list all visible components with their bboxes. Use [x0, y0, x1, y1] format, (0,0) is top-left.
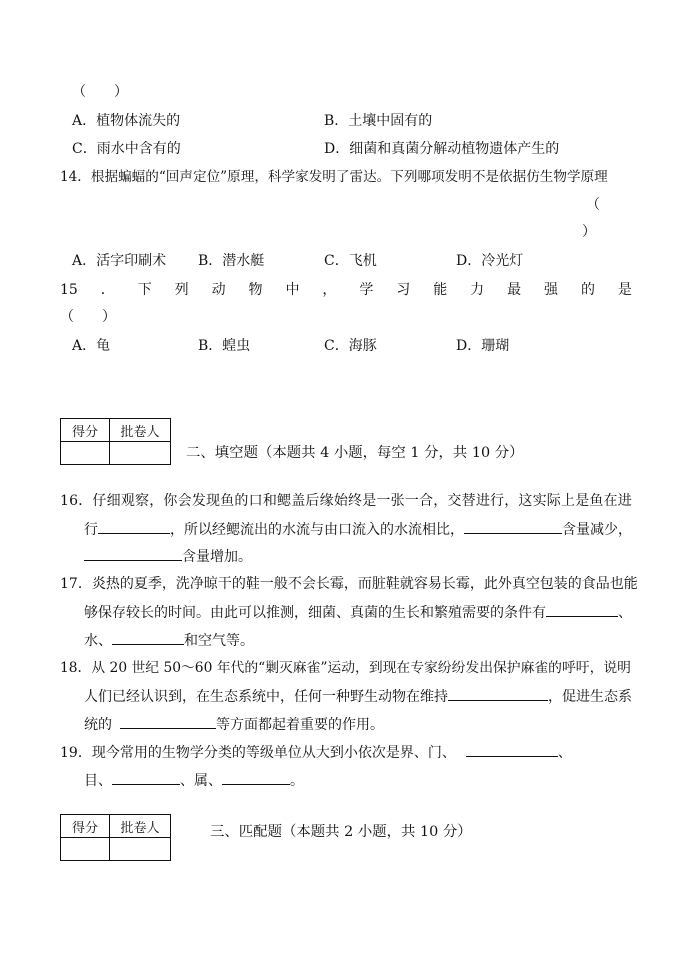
q15-question: [60, 280, 632, 300]
q17-line2: [84, 602, 632, 623]
q16-line3: [84, 546, 252, 567]
q16-blank-1[interactable]: [98, 519, 170, 534]
q19-text: 、: [557, 745, 572, 761]
q16-text: 行: [84, 522, 98, 538]
q15-option-d: D．珊瑚: [456, 338, 510, 354]
q17-text: 水、: [84, 633, 112, 649]
q15-char: 列: [174, 282, 189, 298]
q15-char: 下: [137, 282, 152, 298]
q15-char: ，: [322, 282, 337, 298]
q15-char: 强: [544, 282, 559, 298]
q17-text: 够保存较长的时间。由此可以推测，细菌、真菌的生长和繁殖需要的条件有: [84, 605, 546, 621]
q18-text: ，促进生态系: [548, 689, 632, 705]
q14-option-a: A．活字印刷术: [72, 253, 167, 269]
q15-char: 能: [433, 282, 448, 298]
grader-header: 批卷人: [110, 815, 171, 838]
q17-text: 和空气等。: [184, 633, 254, 649]
q13-option-a: A．植物体流失的: [72, 113, 181, 129]
grader-header: 批卷人: [110, 419, 171, 442]
section2-title: 二、填空题（本题共 4 小题，每空 1 分，共 10 分）: [186, 445, 524, 461]
q16-blank-3[interactable]: [84, 546, 182, 561]
q15-char: 力: [470, 282, 485, 298]
q19-text: 、属、: [180, 773, 222, 789]
score-cell[interactable]: [61, 838, 110, 861]
q19-blank-3[interactable]: [222, 770, 290, 785]
grader-cell[interactable]: [110, 838, 171, 861]
score-header: 得分: [61, 815, 110, 838]
q18-text: 等方面都起着重要的作用。: [216, 717, 384, 733]
score-cell[interactable]: [61, 442, 110, 465]
q17-text: 、: [618, 605, 632, 621]
q15-option-a: A．龟: [72, 338, 111, 354]
q15-char: 中: [285, 282, 300, 298]
score-table: [60, 418, 171, 465]
q17-line3: [84, 630, 254, 651]
q14-question: 14．根据蝙蝠的“回声定位”原理，科学家发明了雷达。下列哪项发明不是依据仿生物学原理: [60, 169, 608, 185]
q17-blank-1[interactable]: [546, 602, 618, 617]
q15-char: 的: [580, 282, 595, 298]
q19-text: 。: [290, 773, 304, 789]
q13-option-b: B．土壤中固有的: [324, 113, 433, 129]
q16-line1: 16．仔细观察，你会发现鱼的口和鳃盖后缘始终是一张一合，交替进行，这实际上是鱼在进: [60, 493, 633, 509]
q19-line1: [60, 742, 572, 763]
q14-paren-open: （: [586, 197, 600, 213]
score-table: [60, 814, 171, 861]
q14-option-c: C．飞机: [324, 253, 377, 269]
q15-char: 15: [60, 282, 78, 298]
q19-blank-1[interactable]: [466, 742, 558, 757]
q18-line2: [84, 686, 632, 707]
q17-blank-2[interactable]: [112, 630, 184, 645]
q18-text: 统的: [84, 717, 112, 733]
q15-option-b: B．蝗虫: [198, 338, 251, 354]
q15-char: 动: [211, 282, 226, 298]
q15-answer-paren: （ ）: [60, 309, 116, 325]
q18-blank-1[interactable]: [448, 686, 548, 701]
q16-text: 含量减少，: [562, 522, 632, 538]
section3-title: 三、匹配题（本题共 2 小题，共 10 分）: [210, 824, 472, 840]
q18-text: 人们已经认识到，在生态系统中，任何一种野生动物在维持: [84, 689, 448, 705]
q16-text: 含量增加。: [182, 549, 252, 565]
q16-text: ，所以经鳃流出的水流与由口流入的水流相比，: [170, 522, 464, 538]
q19-text: 19．现今常用的生物学分类的等级单位从大到小依次是界、门、: [60, 745, 456, 761]
q15-option-c: C．海豚: [324, 338, 377, 354]
q15-char: 最: [507, 282, 522, 298]
q18-blank-2[interactable]: [120, 714, 216, 729]
q15-char: 习: [396, 282, 411, 298]
q18-line3: [84, 714, 384, 735]
q16-blank-2[interactable]: [464, 519, 562, 534]
q19-line2: [84, 770, 304, 791]
q13-option-c: C．雨水中含有的: [72, 141, 181, 157]
q14-option-b: B．潜水艇: [198, 253, 265, 269]
q18-line1: 18．从 20 世纪 50～60 年代的“剿灭麻雀”运动，到现在专家纷纷发出保护麻雀的呼吁，说明: [60, 660, 631, 676]
q14-paren-close: ）: [582, 224, 596, 240]
q15-char: 学: [359, 282, 374, 298]
q17-line1: 17．炎热的夏季，洗净晾干的鞋一般不会长霉，而脏鞋就容易长霉，此外真空包装的食品也能: [60, 576, 638, 592]
q19-blank-2[interactable]: [112, 770, 180, 785]
q13-option-d: D．细菌和真菌分解动植物遗体产生的: [324, 141, 560, 157]
score-header: 得分: [61, 419, 110, 442]
q13-answer-paren: （ ）: [72, 84, 128, 100]
q16-line2: [84, 519, 632, 540]
q15-char: 物: [248, 282, 263, 298]
q15-char: ．: [100, 282, 115, 298]
grader-cell[interactable]: [110, 442, 171, 465]
q15-char: 是: [617, 282, 632, 298]
q19-text: 目、: [84, 773, 112, 789]
q14-option-d: D．冷光灯: [456, 253, 524, 269]
